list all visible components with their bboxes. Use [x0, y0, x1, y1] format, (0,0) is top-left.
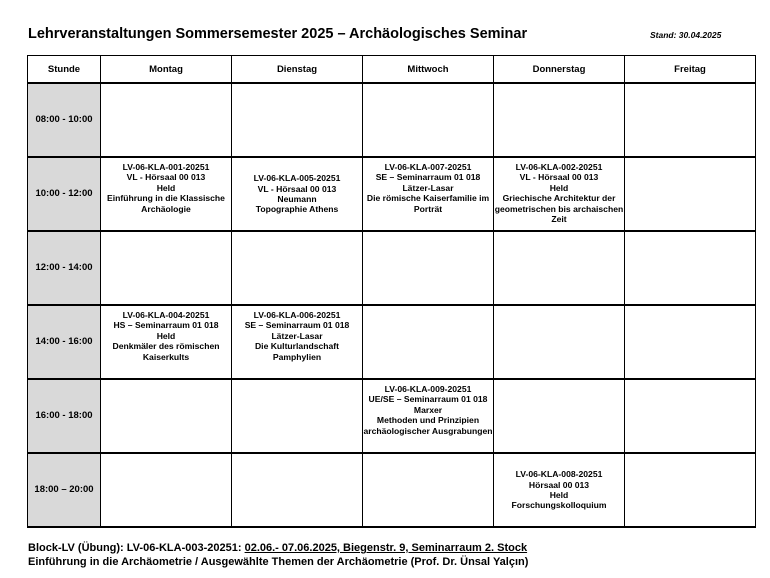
- course-room: SE – Seminarraum 01 018: [244, 320, 350, 331]
- course-title: Methoden und Prinzipien archäologischer Ausgrabungen: [363, 415, 493, 436]
- schedule-cell-mittwoch: [363, 453, 494, 527]
- course-lecturer: Lätzer-Lasar: [402, 182, 454, 193]
- schedule-cell-freitag: [625, 379, 756, 453]
- course-room: SE – Seminarraum 01 018: [375, 172, 481, 183]
- schedule-cell-montag: [101, 305, 232, 379]
- header-row: [28, 56, 756, 84]
- course-code: LV-06-KLA-004-20251: [122, 310, 210, 320]
- schedule-cell-donnerstag: [494, 305, 625, 379]
- col-header-mittwoch: Mittwoch: [363, 56, 494, 84]
- course-lecturer: Held: [549, 490, 569, 500]
- course-lecturer: Lätzer-Lasar: [271, 330, 323, 341]
- schedule-cell-dienstag: [232, 83, 363, 157]
- schedule-cell-mittwoch: [363, 305, 494, 379]
- schedule-cell-dienstag: [232, 231, 363, 305]
- schedule-cell-montag: [101, 157, 232, 231]
- schedule-cell-dienstag: [232, 453, 363, 527]
- course-lecturer: Marxer: [413, 404, 443, 415]
- course-title: Die Kulturlandschaft Pamphylien: [254, 341, 340, 362]
- time-slot: 18:00 – 20:00: [28, 453, 101, 527]
- col-header-dienstag: Dienstag: [232, 56, 363, 84]
- time-slot: 16:00 - 18:00: [28, 379, 101, 453]
- course-room: VL - Hörsaal 00 013: [519, 172, 599, 183]
- time-slot: 12:00 - 14:00: [28, 231, 101, 305]
- course-room: UE/SE – Seminarraum 01 018: [368, 394, 488, 405]
- course-code: LV-06-KLA-001-20251: [122, 162, 210, 172]
- course-lecturer: Neumann: [277, 194, 317, 204]
- schedule-table: [27, 55, 756, 528]
- block-lv-dates: 02.06.- 07.06.2025, Biegenstr. 9, Seminarraum 2. Stock: [244, 542, 528, 554]
- course-room: VL - Hörsaal 00 013: [257, 183, 337, 194]
- schedule-cell-freitag: [625, 231, 756, 305]
- col-header-freitag: Freitag: [625, 56, 756, 84]
- schedule-cell-montag: [101, 231, 232, 305]
- course-room: VL - Hörsaal 00 013: [126, 172, 206, 183]
- course-title: Griechische Architektur der geometrischen bis archaischen Zeit: [494, 193, 624, 225]
- course-title: Einführung in die Klassische Archäologie: [107, 193, 225, 214]
- schedule-cell-mittwoch: [363, 83, 494, 157]
- course-code: LV-06-KLA-002-20251: [515, 162, 603, 172]
- course-lecturer: Held: [156, 330, 176, 341]
- schedule-cell-mittwoch: [363, 231, 494, 305]
- block-lv-info: [28, 542, 527, 554]
- course-code: LV-06-KLA-009-20251: [384, 384, 472, 394]
- course-lecturer: Held: [156, 182, 176, 193]
- col-header-montag: Montag: [101, 56, 232, 84]
- time-slot: 14:00 - 16:00: [28, 305, 101, 379]
- time-row: [28, 305, 756, 379]
- schedule-cell-freitag: [625, 453, 756, 527]
- schedule-cell-dienstag: [232, 157, 363, 231]
- schedule-cell-donnerstag: [494, 379, 625, 453]
- time-row: [28, 231, 756, 305]
- time-row: [28, 453, 756, 527]
- block-lv-prefix: Block-LV (Übung): LV-06-KLA-003-20251:: [28, 542, 245, 554]
- time-row: [28, 379, 756, 453]
- time-row: [28, 157, 756, 231]
- course-title: Die römische Kaiserfamilie im Porträt: [366, 193, 490, 214]
- schedule-cell-freitag: [625, 157, 756, 231]
- time-slot: 10:00 - 12:00: [28, 157, 101, 231]
- schedule-cell-montag: [101, 83, 232, 157]
- course-title: Denkmäler des römischen Kaiserkults: [112, 341, 220, 362]
- schedule-cell-dienstag: [232, 379, 363, 453]
- course-room: HS – Seminarraum 01 018: [113, 320, 219, 331]
- time-row: [28, 83, 756, 157]
- schedule-cell-donnerstag: [494, 83, 625, 157]
- schedule-cell-donnerstag: [494, 453, 625, 527]
- schedule-cell-freitag: [625, 305, 756, 379]
- col-header-donnerstag: Donnerstag: [494, 56, 625, 84]
- course-code: LV-06-KLA-006-20251: [253, 310, 341, 320]
- schedule-cell-donnerstag: [494, 157, 625, 231]
- page-title: Lehrveranstaltungen Sommersemester 2025 – Archäologisches Seminar: [28, 26, 528, 42]
- schedule-cell-montag: [101, 453, 232, 527]
- course-code: LV-06-KLA-008-20251: [515, 469, 603, 480]
- col-header-stunde: Stunde: [28, 56, 101, 84]
- time-slot: 08:00 - 10:00: [28, 83, 101, 157]
- course-title: Forschungskolloquium: [511, 500, 607, 511]
- schedule-cell-donnerstag: [494, 231, 625, 305]
- course-code: LV-06-KLA-007-20251: [384, 162, 472, 172]
- course-room: Hörsaal 00 013: [528, 479, 590, 490]
- schedule-cell-mittwoch: [363, 379, 494, 453]
- schedule-cell-dienstag: [232, 305, 363, 379]
- stand-date: Stand: 30.04.2025: [650, 30, 722, 40]
- schedule-cell-mittwoch: [363, 157, 494, 231]
- schedule-cell-montag: [101, 379, 232, 453]
- schedule-cell-freitag: [625, 83, 756, 157]
- course-lecturer: Held: [549, 182, 569, 193]
- block-lv-title: Einführung in die Archäometrie / Ausgewählte Themen der Archäometrie (Prof. Dr. Ünsal Yalçın): [28, 556, 529, 568]
- course-code: LV-06-KLA-005-20251: [253, 173, 341, 184]
- course-title: Topographie Athens: [255, 204, 339, 215]
